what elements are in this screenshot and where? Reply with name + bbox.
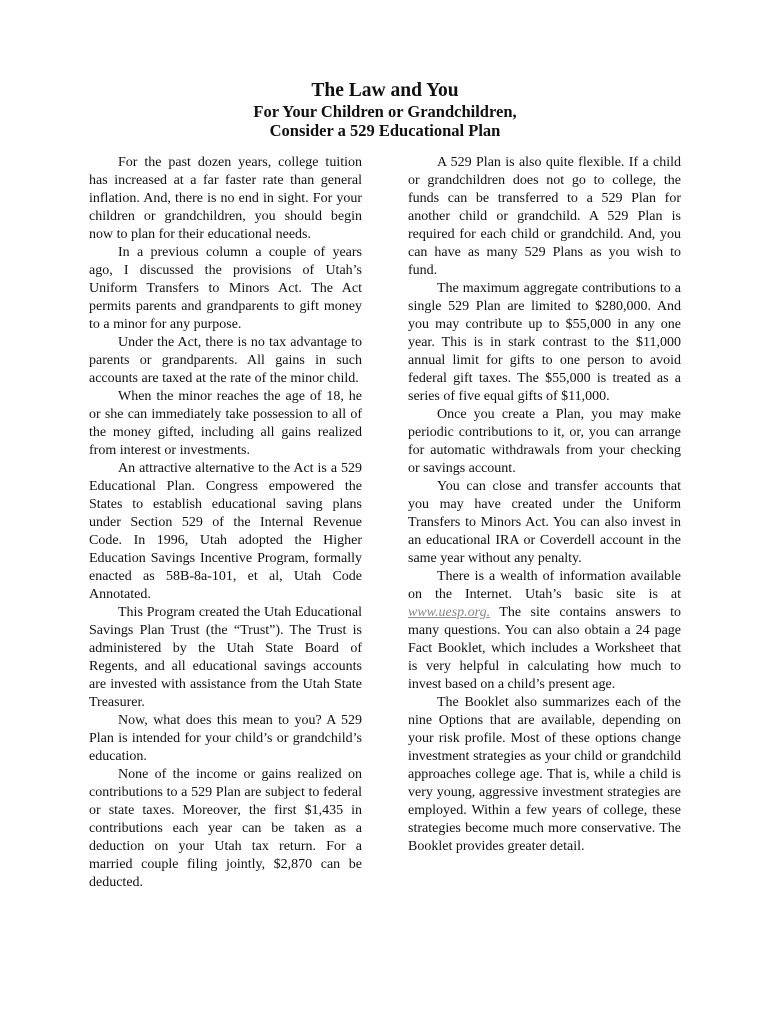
paragraph: The maximum aggregate contributions to a single 529 Plan are limited to $280,000. And you may contribute up to $55,000 in any one year. This is in stark contrast to the $11,000 annual limit for gifts to one person to avoid federal gift taxes. The $55,000 is treated as a series of five equal gifts of $11,000. <box>408 281 681 404</box>
website-link[interactable]: www.uesp.org. <box>408 605 491 620</box>
paragraph: Once you create a Plan, you may make periodic contributions to it, or, you can arrange for automatic withdrawals from your checking or savings account. <box>408 407 681 476</box>
paragraph: An attractive alternative to the Act is a 529 Educational Plan. Congress empowered the States to establish educational saving plans under Section 529 of the Internal Revenue Code. In 1996, Utah adopted the Higher Education Savings Incentive Program, formally enacted as 58B-8a-101, et al, Utah Code Annotated. <box>89 461 362 602</box>
paragraph: In a previous column a couple of years ago, I discussed the provisions of Utah’s Uniform Transfers to Minors Act. The Act permits parents and grandparents to gift money to a minor for any purpose. <box>89 245 362 332</box>
paragraph: None of the income or gains realized on contributions to a 529 Plan are subject to federal or state taxes. Moreover, the first $1,435 in contributions each year can be taken as a deduction on your Utah tax return. For a married couple filing jointly, $2,870 can be deducted. <box>89 767 362 890</box>
paragraph: You can close and transfer accounts that you may have created under the Uniform Transfers to Minors Act. You can also invest in an educational IRA or Coverdell account in the same year without any penalty. <box>408 479 681 566</box>
paragraph: Now, what does this mean to you? A 529 Plan is intended for your child’s or grandchild’s education. <box>89 713 362 764</box>
right-column <box>408 154 681 856</box>
paragraph: This Program created the Utah Educational Savings Plan Trust (the “Trust”). The Trust is administered by the Utah State Board of Regents, and all educational savings accounts are invested with assistance from the Utah State Treasurer. <box>89 605 362 710</box>
paragraph: The Booklet also summarizes each of the nine Options that are available, depending on your risk profile. Most of these options change investment strategies as your child or grandchild approaches college age. That is, while a child is very young, aggressive investment strategies are employed. Within a few years of college, these strategies become much more conservative. The Booklet provides greater detail. <box>408 695 681 854</box>
article-header <box>0 80 770 140</box>
article-subtitle-line-1: For Your Children or Grandchildren, <box>253 102 517 121</box>
paragraph-text: The site contains answers to many questions. You can also obtain a 24 page Fact Booklet, which includes a Worksheet that is very helpful in calculating how much to invest based on a child’s present age. <box>408 605 681 692</box>
paragraph: Under the Act, there is no tax advantage to parents or grandparents. All gains in such accounts are taxed at the rate of the minor child. <box>89 335 362 386</box>
paragraph: For the past dozen years, college tuition has increased at a far faster rate than general inflation. And, there is no end in sight. For your children or grandchildren, you should begin now to plan for their educational needs. <box>89 155 362 242</box>
left-column <box>89 154 362 892</box>
article-subtitle-line-2: Consider a 529 Educational Plan <box>269 121 501 140</box>
paragraph: A 529 Plan is also quite flexible. If a child or grandchildren does not go to college, the funds can be transferred to a 529 Plan for another child or grandchild. A 529 Plan is required for each child or grandchild. And, you can have as many 529 Plans as you wish to fund. <box>408 155 681 278</box>
paragraph-text: There is a wealth of information available on the Internet. Utah’s basic site is at <box>408 569 681 602</box>
paragraph: When the minor reaches the age of 18, he or she can immediately take possession to all of the money gifted, including all gains realized from interest or investments. <box>89 389 362 458</box>
paragraph-website <box>408 568 681 694</box>
article-title: The Law and You <box>311 80 459 101</box>
